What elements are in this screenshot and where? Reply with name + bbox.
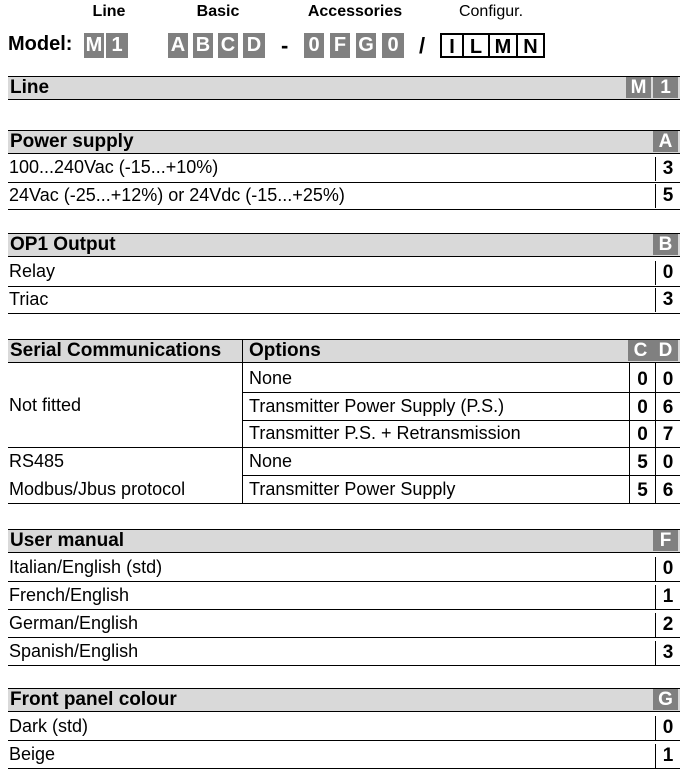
line-code-m: M (626, 77, 651, 98)
serial-option: None (249, 451, 293, 471)
table-row-value: 3 (655, 288, 680, 312)
serial-code-c: C (628, 340, 653, 361)
table-row-label: Italian/English (std) (9, 557, 163, 577)
power-supply-title: Power supply (10, 131, 134, 152)
row-divider (8, 182, 680, 183)
front-panel-header (8, 688, 680, 712)
model-slash: / (419, 33, 426, 58)
serial-value-d: 0 (655, 368, 680, 392)
op1-output-title: OP1 Output (10, 234, 116, 255)
group-label-basic: Basic (196, 3, 240, 20)
table-row-label: 100...240Vac (-15...+10%) (9, 157, 219, 177)
serial-header (8, 339, 680, 363)
model-cell-acc-g: G (356, 33, 378, 58)
line-title: Line (10, 77, 50, 98)
table-row-value: 5 (655, 184, 680, 208)
table-row-value: 0 (655, 557, 680, 581)
table-row-label: Dark (std) (9, 716, 89, 736)
table-row-value: 3 (655, 157, 680, 181)
row-divider (242, 420, 680, 421)
row-divider (8, 609, 680, 610)
group-label-accessories: Accessories (307, 3, 403, 20)
row-divider (8, 581, 680, 582)
group-label-line: Line (92, 3, 126, 20)
serial-value-c: 5 (637, 480, 648, 501)
user-manual-header (8, 529, 680, 553)
serial-options-title: Options (249, 340, 321, 361)
power-supply-code: A (653, 131, 678, 152)
model-cell-acc-1: 0 (304, 33, 326, 58)
column-divider (242, 339, 243, 503)
serial-code-d: D (653, 340, 678, 361)
front-panel-code: G (653, 689, 678, 710)
model-cell-basic-a: A (168, 33, 190, 58)
model-cell-basic-d: D (243, 33, 265, 58)
table-row-label: Relay (9, 261, 56, 281)
row-divider (8, 637, 680, 638)
serial-option: Transmitter P.S. + Retransmission (249, 423, 521, 443)
table-row-label: French/English (9, 585, 130, 605)
table-row-value: 3 (655, 641, 680, 665)
serial-value-d: 6 (655, 479, 680, 503)
serial-value-c: 0 (637, 397, 648, 418)
serial-group-label: RS485 (9, 451, 65, 471)
model-dash: - (281, 33, 289, 58)
row-divider (8, 209, 680, 210)
table-row-value: 0 (655, 716, 680, 740)
front-panel-title: Front panel colour (10, 689, 177, 710)
model-cell-config-i: I (440, 33, 464, 58)
row-divider (242, 475, 680, 476)
row-divider (8, 503, 680, 504)
table-row-label: Triac (9, 289, 49, 309)
row-divider (8, 768, 680, 769)
model-cell-config-m: M (490, 33, 518, 58)
op1-output-header (8, 233, 680, 257)
table-row-value: 0 (655, 261, 680, 285)
row-divider (8, 665, 680, 666)
model-cell-config-l: L (464, 33, 490, 58)
serial-value-c: 5 (637, 452, 648, 473)
row-divider (8, 286, 680, 287)
table-row-value: 1 (655, 585, 680, 609)
user-manual-code: F (653, 530, 678, 551)
group-label-configur: Configur. (458, 3, 524, 20)
serial-value-c: 0 (637, 424, 648, 445)
table-row-label: Beige (9, 744, 56, 764)
table-row-value: 1 (655, 744, 680, 768)
row-divider (8, 740, 680, 741)
serial-value-d: 6 (655, 396, 680, 420)
power-supply-header (8, 130, 680, 154)
table-row-label: 24Vac (-25...+12%) or 24Vdc (-15...+25%) (9, 185, 345, 205)
model-cell-acc-f: F (330, 33, 352, 58)
serial-group-label: Modbus/Jbus protocol (9, 479, 186, 499)
model-cell-acc-4: 0 (382, 33, 404, 58)
serial-value-d: 0 (655, 451, 680, 475)
serial-value-c: 0 (637, 369, 648, 390)
row-divider (8, 313, 680, 314)
model-cell-basic-c: C (218, 33, 240, 58)
model-cell-basic-b: B (193, 33, 215, 58)
table-row-label: German/English (9, 613, 139, 633)
op1-output-code: B (653, 234, 678, 255)
model-cell-config-n: N (518, 33, 545, 58)
serial-option: None (249, 368, 293, 388)
model-label: Model: (8, 33, 73, 55)
row-divider (8, 447, 680, 448)
serial-group-label: Not fitted (9, 395, 82, 415)
serial-title: Serial Communications (10, 340, 222, 361)
table-row-value: 2 (655, 613, 680, 637)
line-code-1: 1 (653, 77, 678, 98)
serial-value-d: 7 (655, 423, 680, 447)
table-row-label: Spanish/English (9, 641, 139, 661)
model-cell-line-1: M (84, 33, 106, 58)
row-divider (242, 392, 680, 393)
serial-option: Transmitter Power Supply (P.S.) (249, 396, 505, 416)
model-cell-line-2: 1 (106, 33, 128, 58)
serial-option: Transmitter Power Supply (249, 479, 456, 499)
line-header (8, 76, 680, 100)
user-manual-title: User manual (10, 530, 125, 551)
